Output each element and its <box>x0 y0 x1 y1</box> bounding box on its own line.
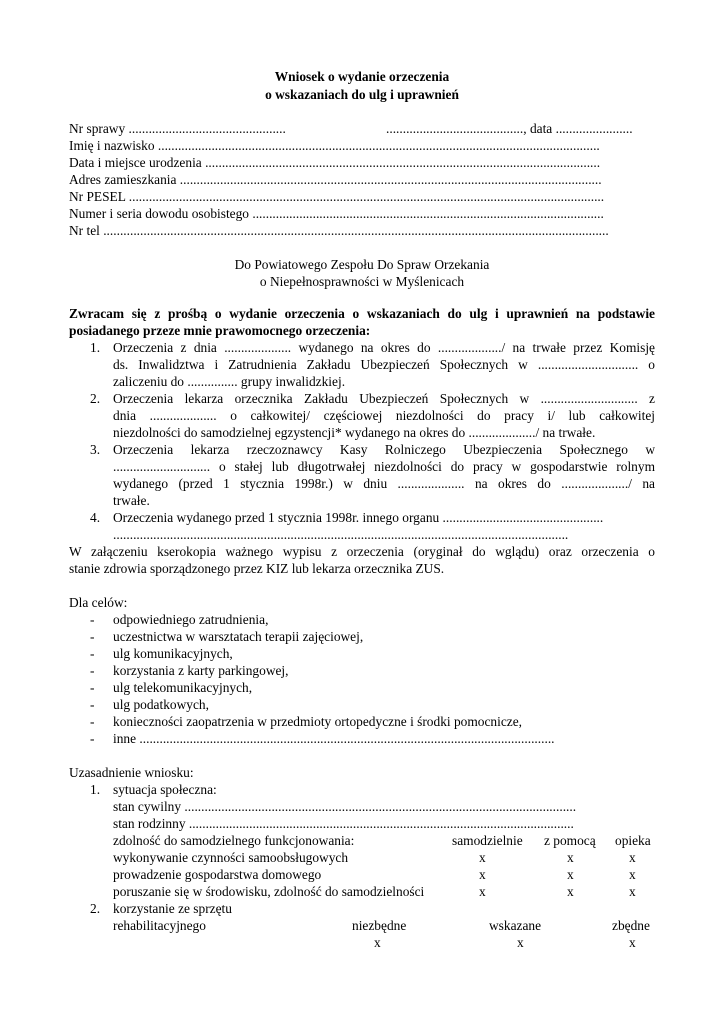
col-header-self: samodzielnie <box>452 833 523 848</box>
check-mark: x <box>517 935 524 950</box>
col-header-unneeded: zbędne <box>612 918 650 933</box>
check-mark: x <box>629 935 636 950</box>
civil-status-field: stan cywilny ..................................................................................................................... <box>113 799 577 814</box>
recipient-line-2: o Niepełnosprawności w Myślenicach <box>259 274 465 289</box>
section-number: 2. <box>90 901 101 916</box>
bullet-dash: - <box>90 663 95 678</box>
title-line-1: Wniosek o wydanie orzeczenia <box>274 69 450 84</box>
birth-field: Data i miejsce urodzenia ...................................................................................................................... <box>69 155 601 170</box>
ability-label: zdolność do samodzielnego funkcjonowania: <box>113 833 355 848</box>
title-line-2: o wskazaniach do ulg i uprawnień <box>265 87 459 102</box>
ability-row-label: prowadzenie gospodarstwa domowego <box>113 867 322 882</box>
item-2-line-2: dnia .................... o całkowitej/ częściowej niezdolności do pracy i/ lub całkowitej <box>113 408 655 423</box>
bullet-dash: - <box>90 714 95 729</box>
item-number: 3. <box>90 442 101 457</box>
check-mark: x <box>567 884 574 899</box>
item-4-line-2: ........................................................................................................................................ <box>113 527 569 542</box>
purpose-item: odpowiedniego zatrudnienia, <box>113 612 269 627</box>
purpose-item-other: inne ............................................................................................................................ <box>113 731 555 746</box>
attachment-line-1: W załączeniu kserokopia ważnego wypisu z orzeczenia (oryginał do wglądu) oraz orzeczenia o <box>69 544 655 559</box>
check-mark: x <box>629 850 636 865</box>
item-3-line-2: ............................. o stałej lub długotrwałej niezdolności do pracy w gospodarstwie rolnym <box>113 459 655 474</box>
bullet-dash: - <box>90 612 95 627</box>
bullet-dash: - <box>90 646 95 661</box>
request-line-2: posiadanego przeze mnie prawomocnego orzeczenia: <box>69 323 371 338</box>
check-mark: x <box>629 884 636 899</box>
pesel-field: Nr PESEL .............................................................................................................................................. <box>69 189 605 204</box>
address-field: Adres zamieszkania .............................................................................................................................. <box>69 172 602 187</box>
check-mark: x <box>479 867 486 882</box>
item-number: 2. <box>90 391 101 406</box>
section-number: 1. <box>90 782 101 797</box>
case-date-field: ........................................., data ....................... <box>386 121 633 136</box>
family-status-field: stan rodzinny ................................................................................................................... <box>113 816 574 831</box>
item-1-line-2: ds. Inwalidztwa i Zatrudnienia Zakładu Ubezpieczeń Społecznych w .............................. o <box>113 357 655 372</box>
purpose-item: uczestnictwa w warsztatach terapii zajęciowej, <box>113 629 364 644</box>
request-line-1: Zwracam się z prośbą o wydanie orzeczenia o wskazaniach do ulg i uprawnień na podstawie <box>69 306 655 321</box>
phone-field: Nr tel ....................................................................................................................................................... <box>69 223 609 238</box>
item-number: 1. <box>90 340 101 355</box>
item-1-line-1: Orzeczenia z dnia .................... wydanego na okres do .................../ na trwałe przez Komisję <box>113 340 655 355</box>
col-header-needed: niezbędne <box>352 918 407 933</box>
purpose-item: konieczności zaopatrzenia w przedmioty ortopedyczne i środki pomocnicze, <box>113 714 522 729</box>
purpose-item: ulg podatkowych, <box>113 697 209 712</box>
bullet-dash: - <box>90 731 95 746</box>
check-mark: x <box>567 867 574 882</box>
item-3-line-3: wydanego (przed 1 stycznia 1998r.) w dniu .................... na okres do ..................../ na <box>113 476 655 491</box>
social-situation-title: sytuacja społeczna: <box>113 782 217 797</box>
id-document-field: Numer i seria dowodu osobistego ......................................................................................................... <box>69 206 604 221</box>
bullet-dash: - <box>90 697 95 712</box>
bullet-dash: - <box>90 629 95 644</box>
item-3-line-1: Orzeczenia lekarza rzeczoznawcy Kasy Rolniczego Ubezpieczenia Społecznego w <box>113 442 655 457</box>
check-mark: x <box>629 867 636 882</box>
case-number-field: Nr sprawy ............................................... <box>69 121 286 136</box>
item-4-line-1: Orzeczenia wydanego przed 1 stycznia 1998r. innego organu ................................................ <box>113 510 604 525</box>
item-3-line-4: trwałe. <box>113 493 150 508</box>
equipment-title: korzystanie ze sprzętu <box>113 901 232 916</box>
item-1-line-3: zaliczeniu do ............... grupy inwalidzkiej. <box>113 374 346 389</box>
bullet-dash: - <box>90 680 95 695</box>
item-2-line-1: Orzeczenia lekarza orzecznika Zakładu Ubezpieczeń Społecznych w ............................. z <box>113 391 655 406</box>
ability-row-label: poruszanie się w środowisku, zdolność do samodzielności <box>113 884 425 899</box>
purpose-item: korzystania z karty parkingowej, <box>113 663 289 678</box>
check-mark: x <box>567 850 574 865</box>
item-number: 4. <box>90 510 101 525</box>
check-mark: x <box>479 850 486 865</box>
col-header-care: opieka <box>615 833 651 848</box>
item-2-line-3: niezdolności do samodzielnej egzystencji* wydanego na okres do ..................../ na trwałe. <box>113 425 596 440</box>
purposes-heading: Dla celów: <box>69 595 128 610</box>
ability-row-label: wykonywanie czynności samoobsługowych <box>113 850 349 865</box>
recipient-line-1: Do Powiatowego Zespołu Do Spraw Orzekania <box>234 257 490 272</box>
col-header-indicated: wskazane <box>489 918 542 933</box>
col-header-help: z pomocą <box>544 833 596 848</box>
check-mark: x <box>374 935 381 950</box>
check-mark: x <box>479 884 486 899</box>
attachment-line-2: stanie zdrowia sporządzonego przez KIZ lub lekarza orzecznika ZUS. <box>69 561 445 576</box>
name-field: Imię i nazwisko .................................................................................................................................... <box>69 138 600 153</box>
purpose-item: ulg komunikacyjnych, <box>113 646 233 661</box>
justification-heading: Uzasadnienie wniosku: <box>69 765 194 780</box>
purpose-item: ulg telekomunikacyjnych, <box>113 680 253 695</box>
equipment-subtitle: rehabilitacyjnego <box>113 918 206 933</box>
